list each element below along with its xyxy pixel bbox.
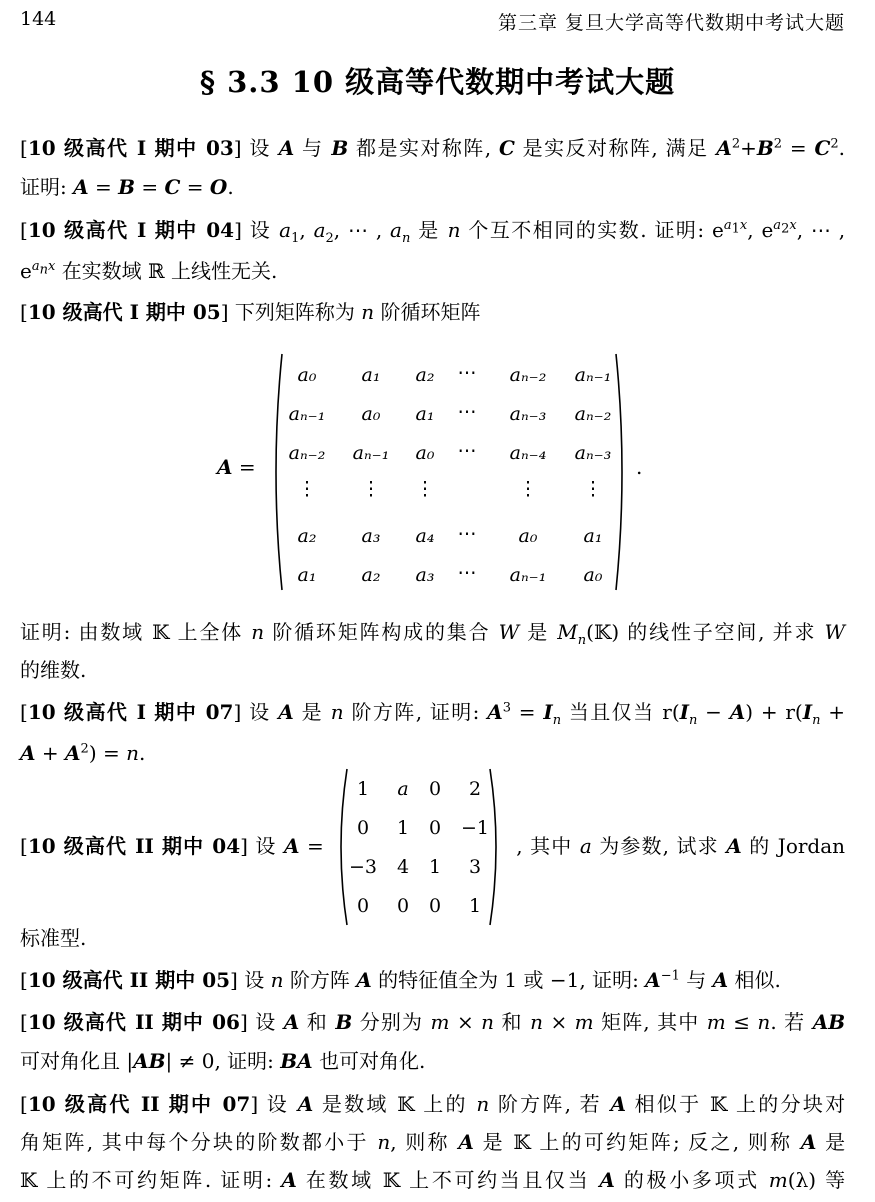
problem-8-line-3: 𝕂 上的不可约矩阵. 证明: A 在数域 𝕂 上不可约当且仅当 A 的极小多项式 m(λ) 等 <box>20 1168 846 1192</box>
problem-4-line-1: [10 级高代 I 期中 07] 设 A 是 n 阶方阵, 证明: $A^3 = I_n$ 当且仅当 $r(I_n - A) + r(I_n$ + <box>20 700 846 728</box>
matrix-cell: ⋮ <box>583 478 603 500</box>
matrix-cell: a₂ <box>297 525 317 547</box>
matrix-cell: aₙ₋₁ <box>352 442 390 464</box>
matrix-cell: a <box>397 778 409 800</box>
running-header: 第三章 复旦大学高等代数期中考试大题 <box>497 12 845 34</box>
section-title: § 3.3 10 级高等代数期中考试大题 <box>199 65 676 99</box>
right-paren <box>614 352 630 592</box>
matrix-cell: aₙ₋₂ <box>574 403 612 425</box>
matrix-cell: aₙ₋₁ <box>288 403 326 425</box>
left-paren <box>268 352 284 592</box>
circulant-matrix: A = . a₀ a₁ a₂ ⋯ aₙ₋₂ aₙ₋₁ aₙ₋₁ a₀ a₁ ⋯ aₙ₋₃ aₙ₋₂ aₙ₋₂ aₙ₋₁ a₀ ⋯ aₙ₋₄ aₙ₋₃ ⋮ ⋮ ⋮ ⋮ ⋮ a₂ a₃ a₄ ⋯ a₀ a₁ a₁ a₂ a₃ ⋯ aₙ₋₁ a₀ <box>0 350 875 595</box>
matrix-cell: a₀ <box>415 442 435 464</box>
problem-3-line-3: 的维数. <box>20 658 87 682</box>
matrix-cell: 0 <box>356 817 370 839</box>
matrix-cell: ⋯ <box>457 362 479 384</box>
page-number: 144 <box>20 8 57 30</box>
matrix-cell: ⋯ <box>457 440 479 462</box>
matrix-cell: a₁ <box>361 364 381 386</box>
problem-4-line-2: $A + A^2) = n$. <box>20 741 146 765</box>
problem-tag: 10 级高代 II 期中 06 <box>27 1010 240 1034</box>
matrix-cell: aₙ₋₃ <box>509 403 547 425</box>
matrix-cell: a₁ <box>415 403 435 425</box>
matrix-cell: 2 <box>468 778 482 800</box>
matrix-cell: ⋮ <box>415 478 435 500</box>
problem-5-line-2: 标准型. <box>20 926 87 950</box>
problem-tag: 10 级高代 II 期中 05 <box>27 968 231 992</box>
matrix-cell: 1 <box>468 895 482 917</box>
problem-2-line-2: $e^{a_nx}$ 在实数域 ℝ 上线性无关. <box>20 259 278 283</box>
matrix-cell: a₄ <box>415 525 435 547</box>
matrix-cell: 0 <box>428 895 442 917</box>
problem-2-line-1: [10 级高代 I 期中 04] 设 $a_1$, $a_2$, ⋯ , $a_n$ 是 n 个互不相同的实数. 证明: $e^{a_1x}$, $e^{a_2x}$, ⋯ , <box>20 218 846 246</box>
matrix-cell: a₀ <box>361 403 381 425</box>
problem-3-line-2: 证明: 由数域 𝕂 上全体 n 阶循环矩阵构成的集合 W 是 $M_n(𝕂)$ 的线性子空间, 并求 W <box>20 620 846 648</box>
matrix-cell: a₃ <box>415 564 435 586</box>
matrix-cell: ⋮ <box>297 478 317 500</box>
problem-tag: 10 级高代 II 期中 07 <box>27 1092 251 1116</box>
problem-1-line-1: [10 级高代 I 期中 03] 设 A 与 B 都是实对称阵, C 是实反对称阵, 满足 $A^2+B^2 = C^2$. <box>20 136 846 160</box>
matrix-cell: a₀ <box>518 525 538 547</box>
problem-3-line-1: [10 级高代 I 期中 05] 下列矩阵称为 n 阶循环矩阵 <box>20 300 481 324</box>
matrix-cell: aₙ₋₄ <box>509 442 547 464</box>
matrix-cell: 0 <box>428 778 442 800</box>
matrix-cell: a₀ <box>583 564 603 586</box>
problem-7-line-2: 可对角化且 |AB| ≠ 0, 证明: BA 也可对角化. <box>20 1049 426 1073</box>
matrix-cell: aₙ₋₃ <box>574 442 612 464</box>
matrix-cell: a₀ <box>297 364 317 386</box>
matrix-cell: aₙ₋₂ <box>509 364 547 386</box>
problem-8-line-2: 角矩阵, 其中每个分块的阶数都小于 n, 则称 A 是 𝕂 上的可约矩阵; 反之, 则称 A 是 <box>20 1130 846 1154</box>
matrix-cell: 3 <box>468 856 482 878</box>
matrix-cell: aₙ₋₁ <box>574 364 612 386</box>
problem-tag: 10 级高代 I 期中 07 <box>27 700 234 724</box>
problem-5-line-1: [10 级高代 II 期中 04] 设 A = , 其中 a 为参数, 试求 A 的 Jordan <box>20 834 846 858</box>
matrix-cell: −1 <box>460 817 489 839</box>
matrix-cell: ⋯ <box>457 523 479 545</box>
problem-6-line-1: [10 级高代 II 期中 05] 设 n 阶方阵 A 的特征值全为 1 或 −1, 证明: $A^{-1}$ 与 A 相似. <box>20 968 781 992</box>
problem-tag: 10 级高代 II 期中 04 <box>27 834 241 858</box>
matrix-cell: ⋮ <box>361 478 381 500</box>
matrix-cell: aₙ₋₁ <box>509 564 547 586</box>
matrix-cell: 4 <box>396 856 410 878</box>
matrix-cell: ⋯ <box>457 401 479 423</box>
matrix-cell: 1 <box>396 817 410 839</box>
matrix-cell: a₁ <box>583 525 603 547</box>
matrix-cell: 0 <box>428 817 442 839</box>
problem-8-line-1: [10 级高代 II 期中 07] 设 A 是数域 𝕂 上的 n 阶方阵, 若 A 相似于 𝕂 上的分块对 <box>20 1092 846 1116</box>
problem-1-line-2: 证明: A = B = C = O. <box>20 175 234 199</box>
problem-5 <box>0 765 875 930</box>
matrix-cell: 1 <box>428 856 442 878</box>
problem-tag: 10 级高代 I 期中 03 <box>27 136 234 160</box>
matrix-cell: 1 <box>356 778 370 800</box>
matrix-cell: −3 <box>348 856 377 878</box>
matrix-cell: a₂ <box>361 564 381 586</box>
matrix-cell: a₂ <box>415 364 435 386</box>
matrix-cell: a₁ <box>297 564 317 586</box>
matrix-cell: ⋯ <box>457 562 479 584</box>
problem-tag: 10 级高代 I 期中 04 <box>27 218 235 242</box>
problem-7-line-1: [10 级高代 II 期中 06] 设 A 和 B 分别为 m × n 和 n × m 矩阵, 其中 m ≤ n. 若 AB <box>20 1010 846 1034</box>
matrix-cell: ⋮ <box>518 478 538 500</box>
problem-tag: 10 级高代 I 期中 05 <box>27 300 221 324</box>
matrix-cell: aₙ₋₂ <box>288 442 326 464</box>
matrix-cell: a₃ <box>361 525 381 547</box>
matrix-cell: 0 <box>396 895 410 917</box>
matrix-cell: 0 <box>356 895 370 917</box>
